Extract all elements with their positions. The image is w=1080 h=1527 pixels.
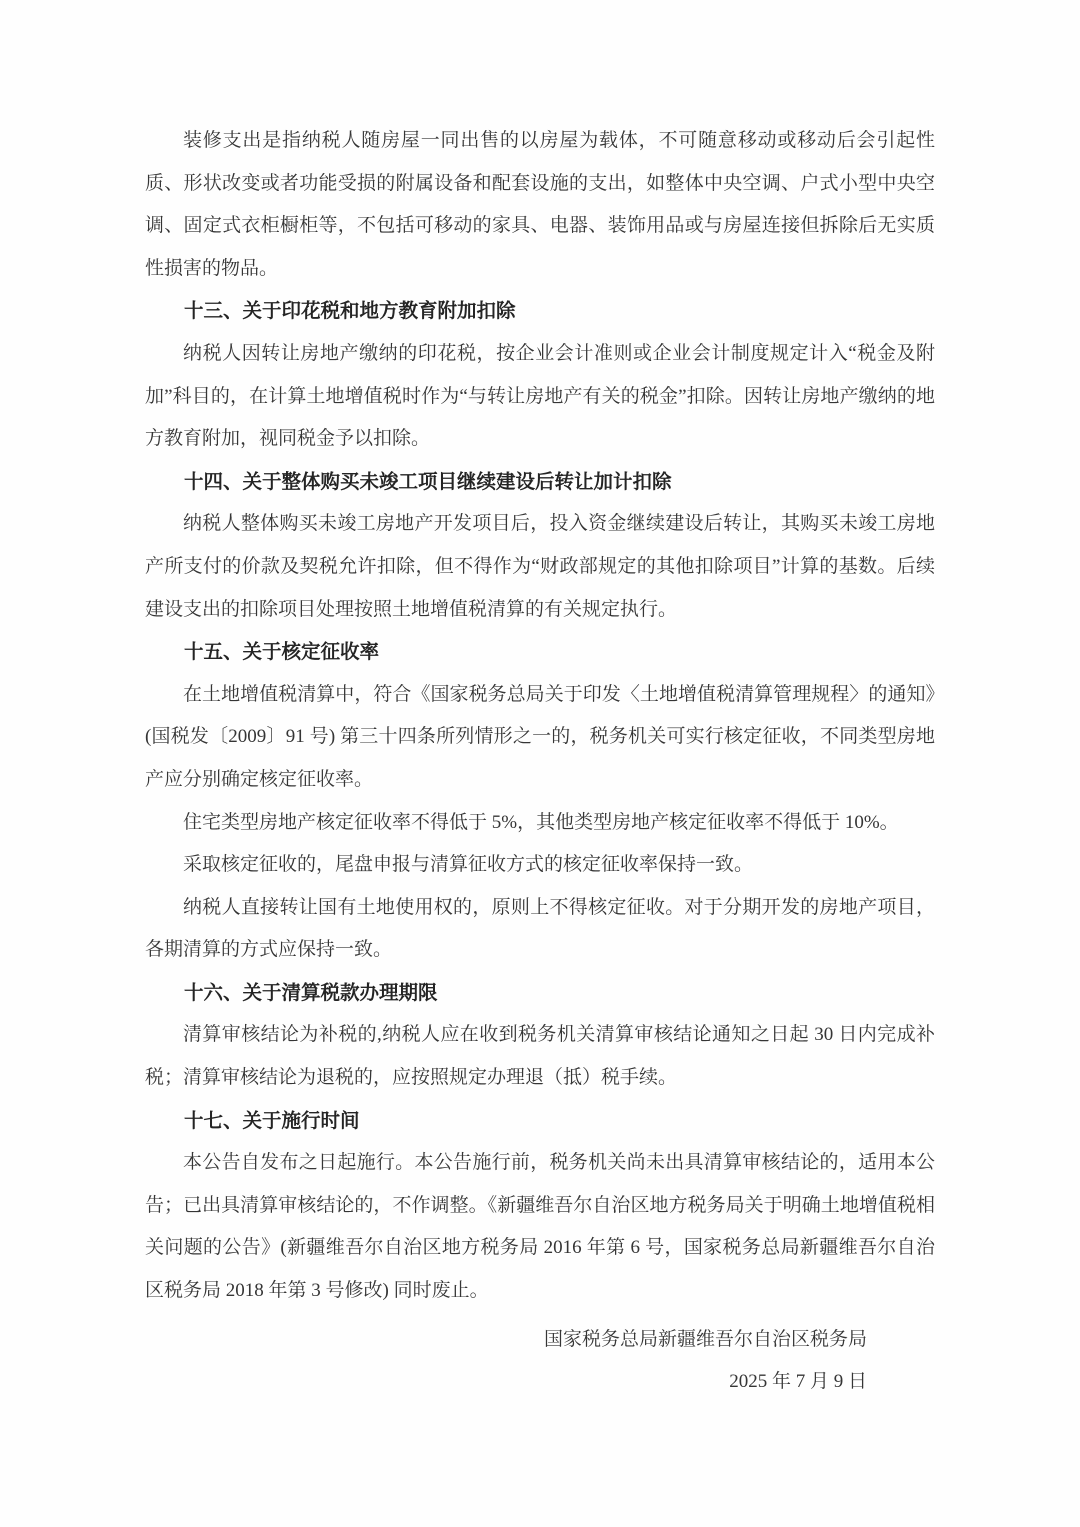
- signature-issuing-authority: 国家税务总局新疆维吾尔自治区税务局: [543, 1328, 867, 1350]
- section-heading-15-assessed-levy-rate: 十五、关于核定征收率: [184, 641, 380, 664]
- paragraph-levy-rate-minimums: 住宅类型房地产核定征收率不得低于 5%，其他类型房地产核定征收率不得低于 10%。: [183, 811, 899, 833]
- paragraph-land-use-right-transfer: 纳税人直接转让国有土地使用权的，原则上不得核定征收。对于分期开发的房地产项目，各期清算的方式应保持一致。: [145, 896, 935, 961]
- paragraph-unfinished-project: 纳税人整体购买未竣工房地产开发项目后，投入资金继续建设后转让，其购买未竣工房地产所支付的价款及契税允许扣除，但不得作为“财政部规定的其他扣除项目”计算的基数。后续建设支出的扣除项目处理按照土地增值税清算的有关规定执行。: [145, 513, 935, 620]
- section-heading-14-unfinished-project: 十四、关于整体购买未竣工项目继续建设后转让加计扣除: [184, 470, 672, 493]
- paragraph-settlement-deadline: 清算审核结论为补税的,纳税人应在收到税务机关清算审核结论通知之日起 30 日内完成补税；清算审核结论为退税的，应按照规定办理退（抵）税手续。: [145, 1024, 935, 1089]
- section-heading-16-settlement-deadline: 十六、关于清算税款办理期限: [184, 981, 438, 1004]
- paragraph-decoration-expense: 装修支出是指纳税人随房屋一同出售的以房屋为载体，不可随意移动或移动后会引起性质、形状改变或者功能受损的附属设备和配套设施的支出，如整体中央空调、户式小型中央空调、固定式衣柜橱柜等，不包括可移动的家具、电器、装饰用品或与房屋连接但拆除后无实质性损害的物品。: [145, 130, 935, 279]
- paragraph-stamp-tax: 纳税人因转让房地产缴纳的印花税，按企业会计准则或企业会计制度规定计入“税金及附加”科目的，在计算土地增值税时作为“与转让房地产有关的税金”扣除。因转让房地产缴纳的地方教育附加，视同税金予以扣除。: [145, 342, 935, 450]
- section-heading-13-stamp-tax: 十三、关于印花税和地方教育附加扣除: [184, 300, 516, 323]
- signature-date: 2025 年 7 月 9 日: [729, 1371, 867, 1393]
- paragraph-levy-rate-consistency: 采取核定征收的，尾盘申报与清算征收方式的核定征收率保持一致。: [183, 854, 754, 876]
- paragraph-effective-date: 本公告自发布之日起施行。本公告施行前，税务机关尚未出具清算审核结论的，适用本公告；已出具清算审核结论的，不作调整。《新疆维吾尔自治区地方税务局关于明确土地增值税相关问题的公告》(新疆维吾尔自治区地方税务局 2016 年第 6 号，国家税务总局新疆维吾尔自治区税务局 2018 年第 3 号修改) 同时废止。: [145, 1152, 935, 1302]
- section-heading-17-effective-date: 十七、关于施行时间: [184, 1109, 360, 1132]
- paragraph-assessed-levy-intro: 在土地增值税清算中，符合《国家税务总局关于印发〈土地增值税清算管理规程〉的通知》(国税发〔2009〕91 号) 第三十四条所列情形之一的，税务机关可实行核定征收，不同类型房地产应分别确定核定征收率。: [145, 683, 935, 790]
